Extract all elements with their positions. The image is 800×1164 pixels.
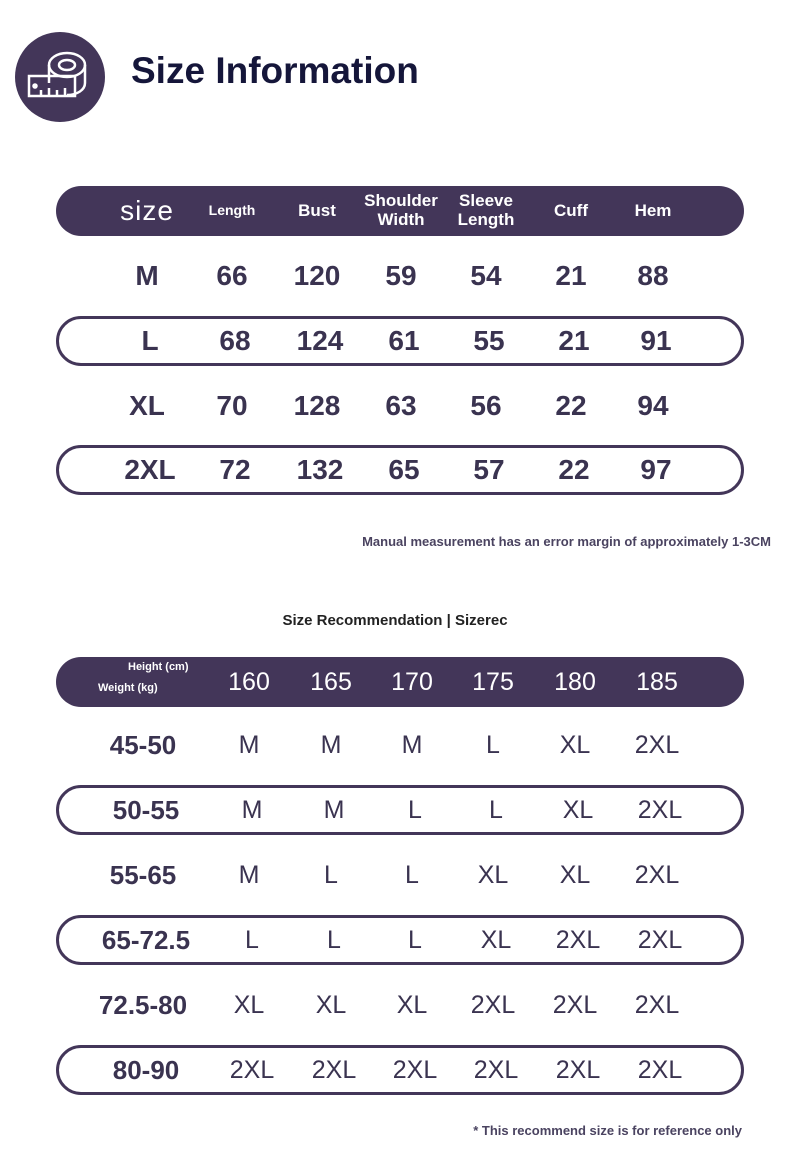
rec-table-row [56, 980, 744, 1030]
rec-table-row-cell: L [245, 925, 259, 954]
rec-table-row-cell: XL [559, 730, 591, 759]
size-table-header-cell: size [120, 194, 174, 226]
rec-table-row [56, 720, 744, 770]
rec-table-row-cell: XL [480, 925, 512, 954]
size-table-row [56, 381, 744, 431]
size-table-row-cell: 91 [640, 325, 672, 356]
tape-measure-icon [25, 48, 95, 108]
rec-table-row-cell: 2XL [637, 1055, 683, 1084]
size-table-row-cell: 54 [470, 260, 502, 291]
size-table-row-cell: M [135, 260, 159, 291]
page-title: Size Information [131, 50, 419, 91]
tape-measure-logo [15, 32, 105, 122]
size-table-row-cell: 124 [296, 325, 344, 356]
rec-table-row-cell: 50-55 [112, 795, 180, 825]
rec-table-row-cell: XL [477, 860, 509, 889]
rec-table-row-cell: 2XL [311, 1055, 357, 1084]
rec-table-row-cell: 2XL [634, 860, 680, 889]
rec-table-row-cell: XL [562, 795, 594, 824]
rec-table-row-cell: 2XL [552, 990, 598, 1019]
size-table-row-cell: 70 [216, 390, 248, 421]
rec-table-row-cell: 2XL [634, 990, 680, 1019]
size-table-row-cell: 66 [216, 260, 248, 291]
rec-table-row-cell: 45-50 [109, 730, 177, 760]
size-table-row [56, 445, 744, 495]
size-table-row-cell: 120 [293, 260, 341, 291]
size-table-header-cell: Sleeve Length [457, 191, 515, 229]
size-table-row-cell: 65 [388, 454, 420, 485]
rec-table-row-cell: 2XL [637, 925, 683, 954]
size-table-header-cell: Cuff [554, 200, 588, 220]
rec-table-row-cell: 2XL [555, 925, 601, 954]
rec-table-row [56, 785, 744, 835]
rec-table-row-cell: 72.5-80 [98, 990, 188, 1020]
rec-table-header-cell: 160 [228, 667, 270, 696]
size-table-row-cell: 22 [558, 454, 590, 485]
size-table-row-cell: 132 [296, 454, 344, 485]
rec-table-row-cell: 2XL [470, 990, 516, 1019]
size-table-row-cell: 59 [385, 260, 417, 291]
rec-table-row-cell: L [486, 730, 500, 759]
rec-table-row-cell: M [241, 795, 263, 824]
size-table-header-cell: Hem [634, 200, 672, 220]
size-table-row-cell: 21 [555, 260, 587, 291]
rec-table-row [56, 850, 744, 900]
size-table-row-cell: 2XL [124, 454, 176, 485]
size-table-row-cell: L [141, 325, 159, 356]
size-table-row-cell: 21 [558, 325, 590, 356]
size-table-row-cell: 88 [637, 260, 669, 291]
rec-table-row-cell: 2XL [229, 1055, 275, 1084]
rec-table-row-cell: M [401, 730, 423, 759]
rec-table-row-cell: 80-90 [112, 1055, 180, 1085]
size-table-row-cell: 68 [219, 325, 251, 356]
rec-table-header-cell: 175 [472, 667, 514, 696]
rec-table-row-cell: M [238, 860, 260, 889]
rec-table-row-cell: 65-72.5 [101, 925, 191, 955]
size-table-row-cell: 57 [473, 454, 505, 485]
size-table-row-cell: 22 [555, 390, 587, 421]
rec-table-row-cell: XL [315, 990, 347, 1019]
size-table-header-cell: Shoulder Width [364, 191, 438, 229]
rec-table-row-cell: M [320, 730, 342, 759]
size-table-row-cell: 55 [473, 325, 505, 356]
size-table-header-cell: Bust [298, 200, 336, 220]
rec-table-row-cell: L [327, 925, 341, 954]
size-table-row-cell: 128 [293, 390, 341, 421]
size-table-row-cell: 97 [640, 454, 672, 485]
rec-table-row-cell: M [238, 730, 260, 759]
recommendation-title: Size Recommendation | Sizerec [282, 612, 508, 629]
size-table-row [56, 316, 744, 366]
rec-table-header [56, 657, 744, 707]
rec-table-row [56, 915, 744, 965]
rec-table-row-cell: 2XL [473, 1055, 519, 1084]
rec-table-row-cell: L [405, 860, 419, 889]
rec-table-row-cell: XL [233, 990, 265, 1019]
size-table-row-cell: 61 [388, 325, 420, 356]
rec-table-header-cell: 165 [310, 667, 352, 696]
measurement-note: Manual measurement has an error margin of approximately 1-3CM [362, 534, 771, 549]
rec-table-header-cell: 185 [636, 667, 678, 696]
size-table-row-cell: 56 [470, 390, 502, 421]
size-table-row-cell: 94 [637, 390, 669, 421]
rec-table-header-cell: 180 [554, 667, 596, 696]
weight-label: Weight (kg) [98, 682, 158, 694]
size-table-row-cell: XL [129, 390, 165, 421]
rec-table-header-cell: 170 [391, 667, 433, 696]
rec-table-row-cell: 2XL [392, 1055, 438, 1084]
rec-table-row-cell: L [408, 795, 422, 824]
rec-table-row-cell: 2XL [555, 1055, 601, 1084]
size-table-header-cell: Length [208, 202, 256, 219]
rec-table-row-cell: XL [559, 860, 591, 889]
size-table-row-cell: 63 [385, 390, 417, 421]
reference-note: * This recommend size is for reference only [473, 1123, 742, 1138]
rec-table-row-cell: L [408, 925, 422, 954]
size-table-header [56, 186, 744, 236]
rec-table-row [56, 1045, 744, 1095]
rec-table-row-cell: XL [396, 990, 428, 1019]
rec-table-row-cell: 55-65 [109, 860, 177, 890]
rec-table-row-cell: M [323, 795, 345, 824]
height-label: Height (cm) [128, 661, 189, 673]
rec-table-row-cell: L [324, 860, 338, 889]
rec-table-row-cell: L [489, 795, 503, 824]
rec-table-row-cell: 2XL [634, 730, 680, 759]
size-table-row-cell: 72 [219, 454, 251, 485]
rec-table-row-cell: 2XL [637, 795, 683, 824]
size-table-row [56, 251, 744, 301]
